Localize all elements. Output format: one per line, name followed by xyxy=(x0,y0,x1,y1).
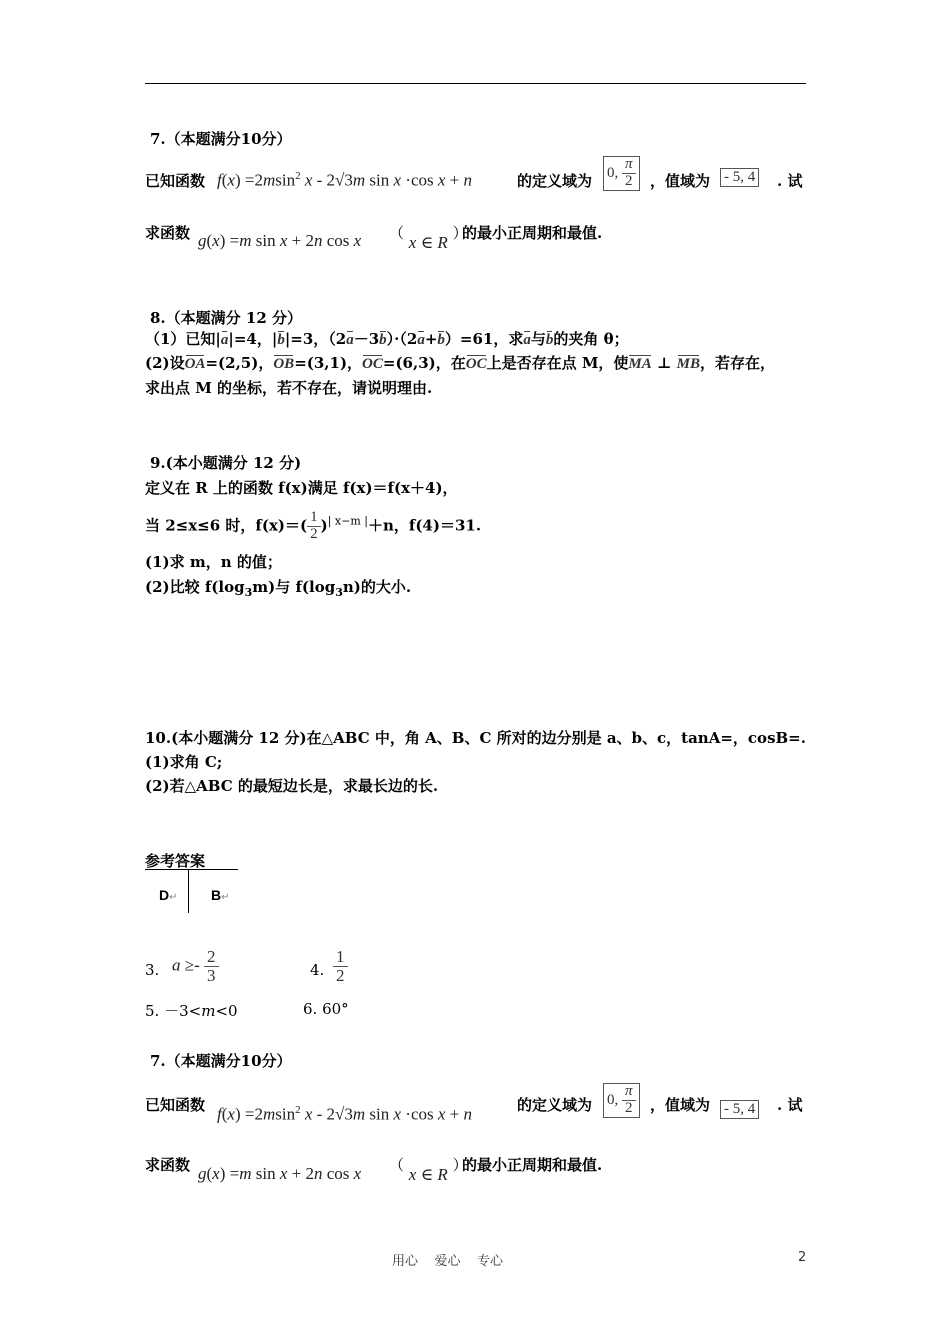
answers-table xyxy=(145,869,238,913)
q7-formula-g: g(x) =m sin x + 2n cos x xyxy=(198,231,362,250)
q8-title: 8.（本题满分 12 分） xyxy=(150,309,302,327)
q7-line2-end: 的最小正周期和最值. xyxy=(462,224,603,242)
q7-line2-pre: 求函数 xyxy=(145,224,191,242)
q7-repeat-range: - 5, 4 xyxy=(720,1099,759,1119)
q7-repeat-line2-end: 的最小正周期和最值. xyxy=(462,1156,603,1174)
q10-line1: 10.(本小题满分 12 分)在△ABC 中，角 A、B、C 所对的边分别是 a、b、c，tanA=，cosB=. xyxy=(145,729,806,747)
q10-line2: (1)求角 C; xyxy=(145,753,223,771)
q7-domain-label: 的定义域为 xyxy=(517,172,593,190)
q7-repeat-line1-end: . 试 xyxy=(777,1096,803,1114)
header-rule xyxy=(145,83,806,84)
answer-4-value: $\frac{1}{2}$ xyxy=(333,948,348,985)
q8-line2: (2)设OA=(2,5)，OB=(3,1)，OC=(6,3)，在OC上是否存在点 M，使MA ⊥ MB，若存在， xyxy=(145,354,775,372)
q7-range-label: ，值域为 xyxy=(650,172,711,190)
q7-repeat-line1-pre: 已知函数 xyxy=(145,1096,206,1114)
q9-line4: (2)比较 $f(\log_3m)$与 $f(\log_3n)$的大小. xyxy=(145,578,412,599)
q9-title: 9.(本小题满分 12 分) xyxy=(150,454,302,472)
q7-range: - 5, 4 xyxy=(720,167,759,187)
answers-heading: 参考答案 xyxy=(145,852,206,870)
q8-line1: （1）已知|a|=4，|b|=3，（2a－3b）·（2a+b）=61，求a与b的夹角 θ； xyxy=(145,330,629,348)
footer-slogan: 用心 爱心 专心 xyxy=(392,1254,504,1269)
q7-paren: （ x ∈ R ） xyxy=(389,224,468,252)
q9-line1: 定义在 R 上的函数 f(x)满足 f(x)＝f(x＋4)， xyxy=(145,479,458,497)
answer-5: 5. －3<m<0 xyxy=(145,1002,238,1020)
q10-line3: (2)若△ABC 的最短边长是，求最长边的长. xyxy=(145,777,439,795)
page-number: 2 xyxy=(798,1250,807,1265)
q7-repeat-formula-f: f(x) =2msin$^2$ x - 2√3m sin x ·cos x + n xyxy=(217,1104,473,1124)
q7-line1-end: . 试 xyxy=(777,172,803,190)
answer-4-num: 4. xyxy=(310,961,325,979)
q7-repeat-paren: （ x ∈ R ） xyxy=(389,1156,468,1184)
q7-domain: 0, $\frac{\pi}{2}$ xyxy=(603,156,640,191)
q7-line1-pre: 已知函数 xyxy=(145,172,206,190)
answers-table-divider xyxy=(188,869,189,913)
q7-repeat-range-label: ，值域为 xyxy=(650,1096,711,1114)
q9-line3: (1)求 m，n 的值； xyxy=(145,553,282,571)
answer-3-value: a ≥- $\frac{2}{3}$ xyxy=(172,948,219,985)
q7-repeat-domain: 0, $\frac{\pi}{2}$ xyxy=(603,1083,640,1118)
q7-formula-f: f(x) =2msin$^2$ x - 2√3m sin x ·cos x + n xyxy=(217,170,473,190)
q7-repeat-formula-g: g(x) =m sin x + 2n cos x xyxy=(198,1164,362,1183)
answer-6: 6. 60° xyxy=(303,1000,349,1018)
answer-3-num: 3. xyxy=(145,961,160,979)
q7-repeat-title: 7.（本题满分10分） xyxy=(150,1052,292,1070)
answers-table-top-line xyxy=(145,869,238,870)
q9-line2: 当 2≤x≤6 时，f(x)＝( $\frac{1}{2}$ )$^{| x-m |}$＋n，f(4)＝31. xyxy=(145,509,482,542)
q7-title: 7.（本题满分10分） xyxy=(150,130,292,148)
q7-repeat-domain-label: 的定义域为 xyxy=(517,1096,593,1114)
q7-repeat-line2-pre: 求函数 xyxy=(145,1156,191,1174)
answers-cell-1: D↵ xyxy=(159,887,178,903)
q8-line3: 求出点 M 的坐标，若不存在，请说明理由. xyxy=(145,379,433,397)
answers-cell-2: B↵ xyxy=(211,887,230,903)
